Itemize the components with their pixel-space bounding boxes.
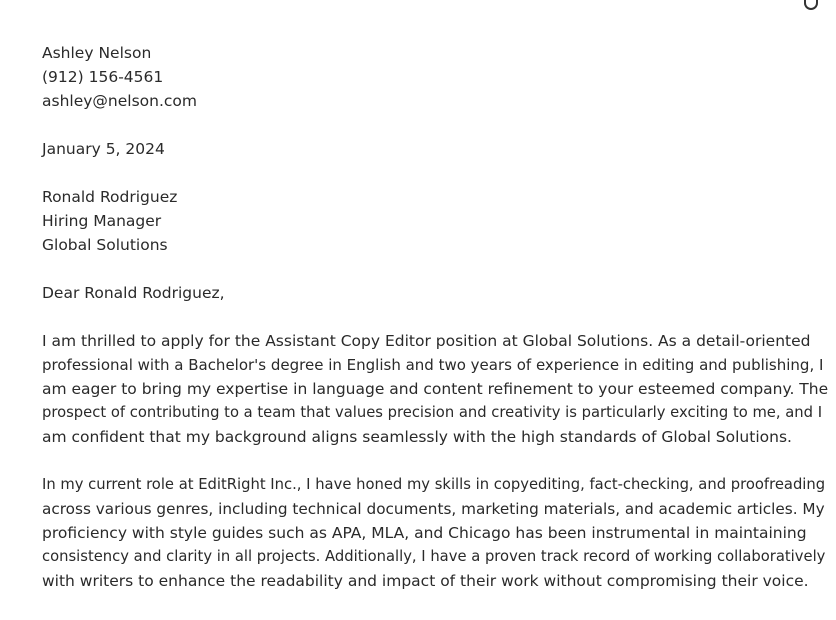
cover-letter xyxy=(42,41,829,617)
paragraph-line: prospect of contributing to a team that values precision and creativity is particularly exciting to me, and I xyxy=(42,404,823,421)
paragraph-line: I am thrilled to apply for the Assistant Copy Editor position at Global Solutions. As a detail-oriented xyxy=(42,332,811,350)
paragraph-line: proficiency with style guides such as APA, MLA, and Chicago has been instrumental in maintaining xyxy=(42,524,807,542)
paragraph-line: consistency and clarity in all projects. Additionally, I have a proven track record of working collaboratively xyxy=(42,548,826,565)
recipient-title: Hiring Manager xyxy=(42,212,162,230)
salutation: Dear Ronald Rodriguez, xyxy=(42,284,225,302)
paragraph-line: across various genres, including technical documents, marketing materials, and academic articles. My xyxy=(42,500,825,518)
letter-date: January 5, 2024 xyxy=(42,140,165,158)
paragraph-line: professional with a Bachelor's degree in English and two years of experience in editing and publishing, I xyxy=(42,356,824,374)
partial-glyph-icon xyxy=(804,0,818,10)
sender-name: Ashley Nelson xyxy=(42,44,152,62)
recipient-block xyxy=(42,185,802,257)
date-block xyxy=(42,137,802,161)
paragraph-line: with writers to enhance the readability and impact of their work without compromising their voice. xyxy=(42,572,809,590)
sender-phone: (912) 156-4561 xyxy=(42,68,164,86)
body-paragraph-2 xyxy=(42,473,826,593)
paragraph-line: In my current role at EditRight Inc., I have honed my skills in copyediting, fact-checking, and proofreading xyxy=(42,476,826,493)
recipient-name: Ronald Rodriguez xyxy=(42,188,178,206)
recipient-company: Global Solutions xyxy=(42,236,168,254)
sender-email: ashley@nelson.com xyxy=(42,92,197,110)
sender-block xyxy=(42,41,802,113)
salutation-block xyxy=(42,281,802,305)
paragraph-line: am eager to bring my expertise in language and content refinement to your esteemed company. The xyxy=(42,380,829,398)
paragraph-line: am confident that my background aligns seamlessly with the high standards of Global Solutions. xyxy=(42,428,792,446)
body-paragraph-1 xyxy=(42,329,829,449)
